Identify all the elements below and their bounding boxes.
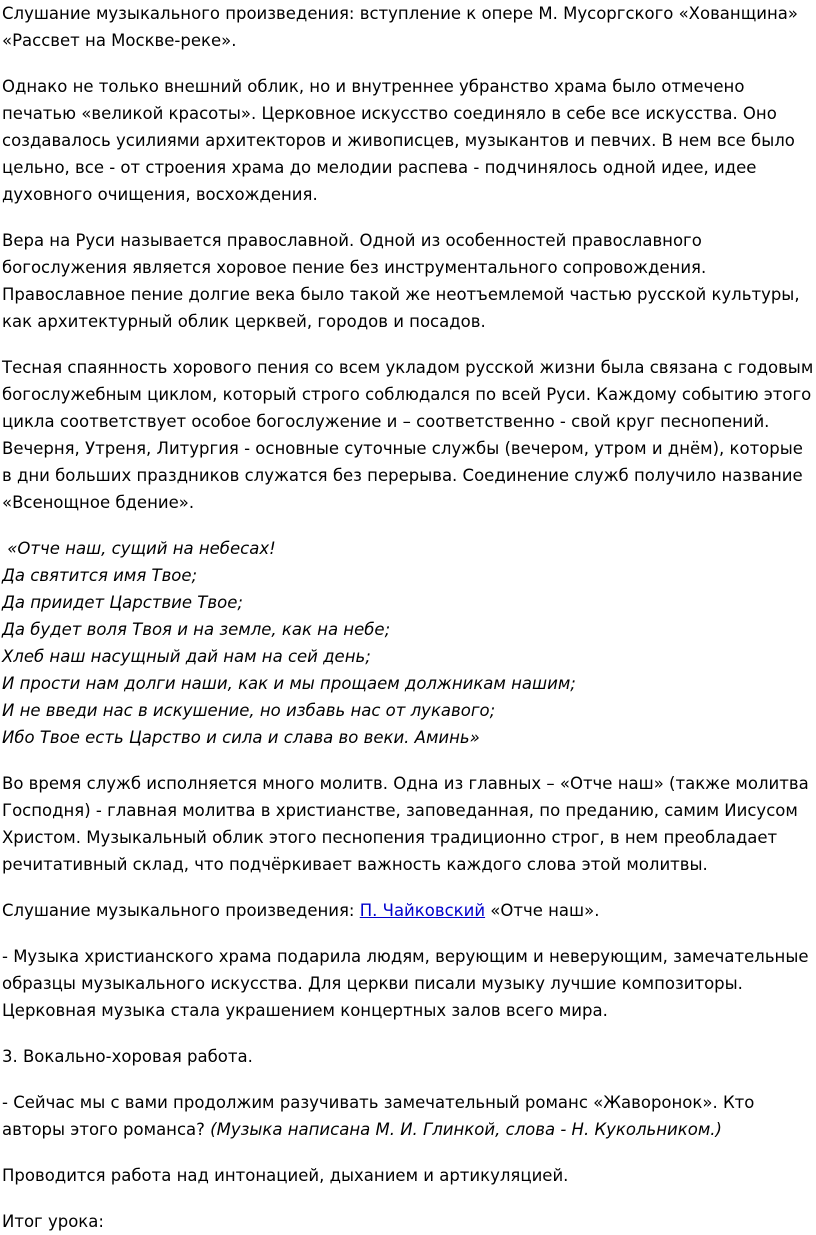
listening-text-after: «Отче наш». [485,901,600,920]
prayer-line: «Отче наш, сущий на небесах! [2,539,276,558]
paragraph-listening-khovanshchina: Слушание музыкального произведения: вступление к опере М. Мусоргского «Хованщина» «Рассвет на Москве-реке». [2,4,798,50]
prayer-line: И прости нам долги наши, как и мы прощаем должникам нашим; [2,674,576,693]
prayer-text [2,535,814,751]
paragraph-lords-prayer-music: Во время служб исполняется много молитв. Одна из главных – «Отче наш» (также молитва Господня) - главная молитва в христианстве, заповеданная, по преданию, самим Иисусом Христом. Музыкальный облик этого песнопения традиционно строг, в нем преобладает речитативный склад, что подчёркивает важность каждого слова этой молитвы. [2,774,809,874]
section-heading-vocal-choral: 3. Вокально-хоровая работа. [2,1047,253,1066]
paragraph-temple-beauty: Однако не только внешний облик, но и внутреннее убранство храма было отмечено печатью «великой красоты». Церковное искусство соединяло в себе все искусства. Оно создавалось усилиями архитекторов и живописцев, музыкантов и певчих. В нем все было цельно, все - от строения храма до мелодии распева - подчинялось одной идее, идее духовного очищения, восхождения. [2,77,795,204]
listening-text-before: Слушание музыкального произведения: [2,901,360,920]
paragraph-orthodox-faith: Вера на Руси называется православной. Одной из особенностей православного богослужения является хоровое пение без инструментального сопровождения. Православное пение долгие века было такой же неотъемлемой частью русской культуры, как архитектурный облик церквей, городов и посадов. [2,231,800,331]
prayer-line: Да приидет Царствие Твое; [2,593,243,612]
prayer-line: Хлеб наш насущный дай нам на сей день; [2,647,371,666]
romance-question-text: - Сейчас мы с вами продолжим разучивать замечательный романс «Жаворонок». Кто авторы этого романса? [2,1093,755,1139]
paragraph-listening-tchaikovsky [2,897,814,924]
paragraph-choral-singing-cycle: Тесная спаянность хорового пения со всем укладом русской жизни была связана с годовым богослужебным циклом, который строго соблюдался по всей Руси. Каждому событию этого цикла соответствует особое богослужение и – соответственно - свой круг песнопений. Вечерня, Утреня, Литургия - основные суточные службы (вечером, утром и днём), которые в дни больших праздников служатся без перерыва. Соединение служб получило название «Всенощное бдение». [2,358,814,512]
prayer-line: Да святится имя Твое; [2,566,198,585]
romance-authors-note: (Музыка написана М. И. Глинкой, слова - Н. Кукольником.) [210,1120,722,1139]
prayer-line: Ибо Твое есть Царство и сила и слава во веки. Аминь» [2,728,480,747]
tchaikovsky-link[interactable]: П. Чайковский [359,901,486,920]
paragraph-lesson-summary: Итог урока: [2,1212,104,1231]
paragraph-intonation-work: Проводится работа над интонацией, дыханием и артикуляцией. [2,1166,569,1185]
paragraph-zhavoronok-romance [2,1089,814,1143]
prayer-line: Да будет воля Твоя и на земле, как на небе; [2,620,391,639]
paragraph-church-music: - Музыка христианского храма подарила людям, верующим и неверующим, замечательные образцы музыкального искусства. Для церкви писали музыку лучшие композиторы. Церковная музыка стала украшением концертных залов всего мира. [2,947,809,1020]
prayer-line: И не введи нас в искушение, но избавь нас от лукавого; [2,701,496,720]
